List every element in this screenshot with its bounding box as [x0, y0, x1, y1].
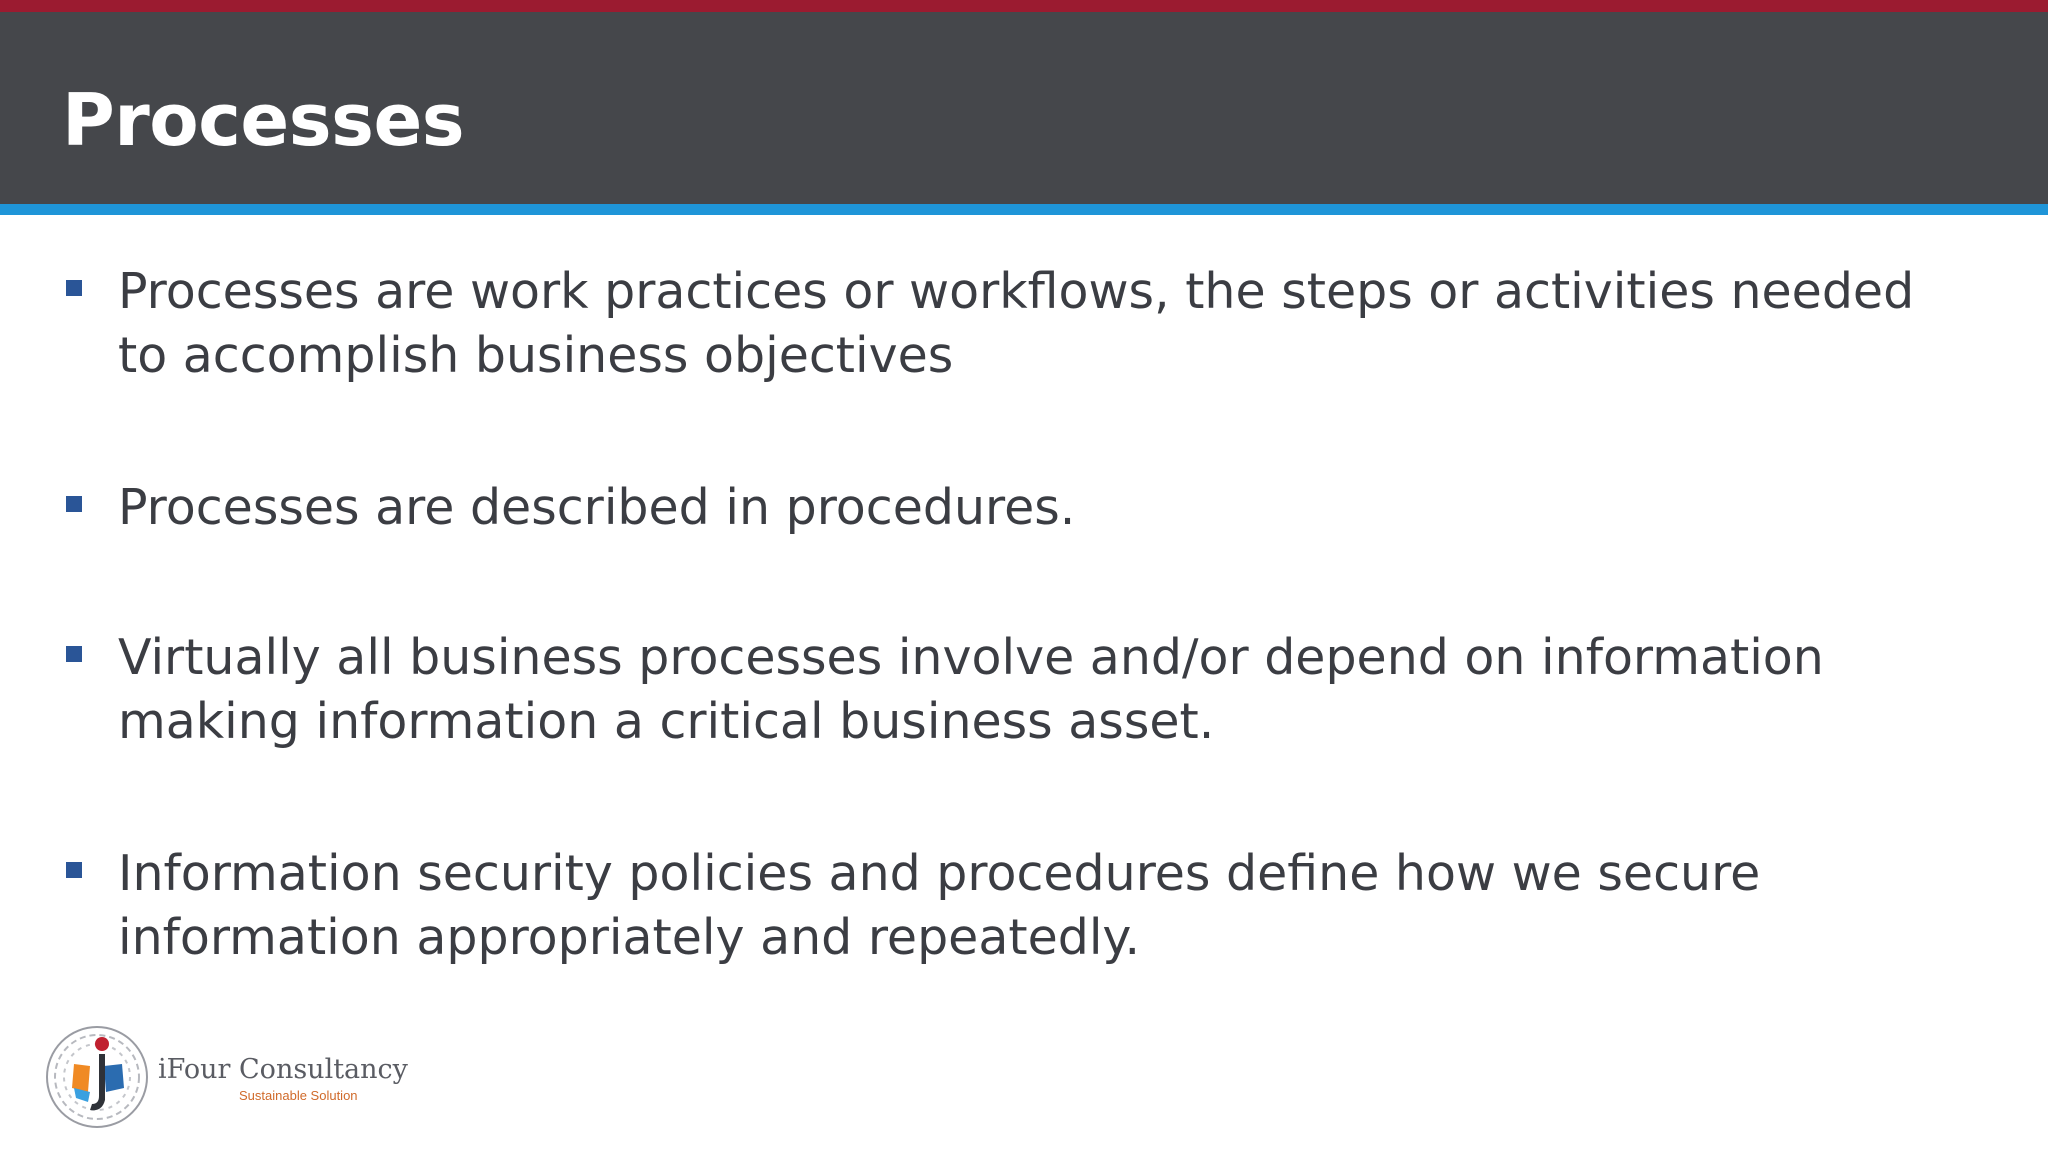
bullet-marker	[66, 862, 82, 878]
bullet-text: Processes are described in procedures.	[118, 479, 1076, 536]
top-accent-bar	[0, 0, 2048, 12]
bullet-text: Virtually all business processes involve and/or depend on information making information a critical business asset.	[118, 629, 1824, 750]
logo-brand-name: iFour Consultancy	[158, 1054, 408, 1085]
bullet-marker	[66, 646, 82, 662]
header-divider	[0, 204, 2048, 215]
company-logo	[44, 1024, 408, 1134]
slide-header	[0, 12, 2048, 204]
bullet-text: Information security policies and procedures define how we secure information appropriately and repeatedly.	[118, 845, 1761, 966]
logo-tagline: Sustainable Solution	[239, 1088, 358, 1103]
bullet-marker	[66, 280, 82, 296]
bullet-marker	[66, 496, 82, 512]
ifour-logo-icon	[44, 1024, 150, 1130]
slide-title: Processes	[62, 78, 465, 162]
bullet-text: Processes are work practices or workflows, the steps or activities needed to accomplish business objectives	[118, 263, 1915, 384]
